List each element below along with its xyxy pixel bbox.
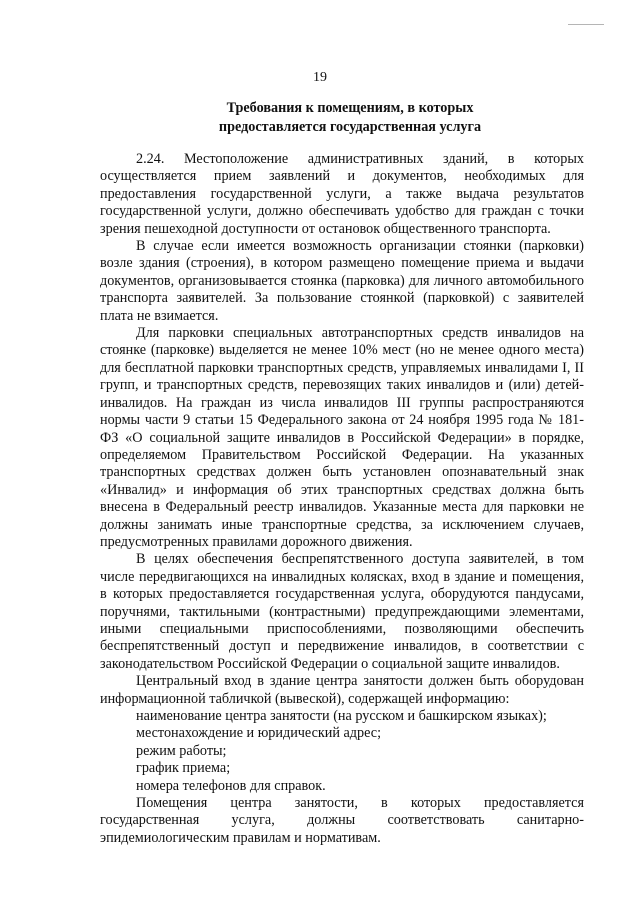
document-body — [100, 151, 584, 847]
list-item: местонахождение и юридический адрес; — [136, 725, 382, 742]
list-item: наименование центра занятости (на русском и башкирском языках); — [136, 708, 547, 724]
list-item: номера телефонов для справок. — [136, 777, 326, 794]
section-heading — [160, 99, 540, 137]
list-item: график приема; — [136, 760, 231, 777]
list-item: режим работы; — [136, 742, 227, 759]
paragraph-accessibility: В целях обеспечения беспрепятственного доступа заявителей, в том числе передвигающихся на инвалидных колясках, вход в здание и помещения, в которых предоставляется государственная услуга, оборудуются пандусами, поручнями, тактильными (контрастными) предупреждающими элементами, иными специальными приспособлениями, позволяющими обеспечить беспрепятственный доступ и передвижение инвалидов, в соответствии с законодательством Российской Федерации о социальной защите инвалидов. — [100, 551, 584, 672]
paragraph-sanitary-rules: Помещения центра занятости, в которых предоставляется государственная услуга, должны соответствовать санитарно-эпидемиологическим правилам и нормативам. — [100, 795, 584, 846]
paragraph-entrance-sign: Центральный вход в здание центра занятости должен быть оборудован информационной табличкой (вывеской), содержащей информацию: — [100, 673, 584, 707]
scan-corner-mark — [568, 24, 604, 25]
paragraph-disabled-parking: Для парковки специальных автотранспортных средств инвалидов на стоянке (парковке) выделяется не менее 10% мест (но не менее одного места) для бесплатной парковки транспортных средств, управляемых инвалидами I, II групп, и транспортных средств, перевозящих таких инвалидов и (или) детей-инвалидов. На граждан из числа инвалидов III группы распространяются нормы части 9 статьи 15 Федерального закона от 24 ноября 1995 года № 181-ФЗ «О социальной защите инвалидов в Российской Федерации» в порядке, определяемом Правительством Российской Федерации. На указанных транспортных средствах должен быть установлен опознавательный знак «Инвалид» и информация об этих транспортных средствах должна быть внесена в Федеральный реестр инвалидов. Указанные места для парковки не должны занимать иные транспортные средства, за исключением случаев, предусмотренных правилами дорожного движения. — [100, 325, 584, 550]
section-heading-line-2: предоставляется государственная услуга — [218, 119, 482, 135]
page-number: 19 — [313, 70, 327, 85]
paragraph-2-24: 2.24. Местоположение административных зданий, в которых осуществляется прием заявлений и документов, необходимых для предоставления государственной услуги, а также выдача результатов государственной услуги, должно обеспечивать удобство для граждан с точки зрения пешеходной доступности от остановок общественного транспорта. — [100, 151, 584, 237]
paragraph-parking: В случае если имеется возможность организации стоянки (парковки) возле здания (строения), в котором размещено помещение приема и выдачи документов, организовывается стоянка (парковка) для личного автомобильного транспорта заявителей. За пользование стоянкой (парковкой) с заявителей плата не взимается. — [100, 238, 584, 324]
section-heading-line-1: Требования к помещениям, в которых — [226, 100, 474, 116]
